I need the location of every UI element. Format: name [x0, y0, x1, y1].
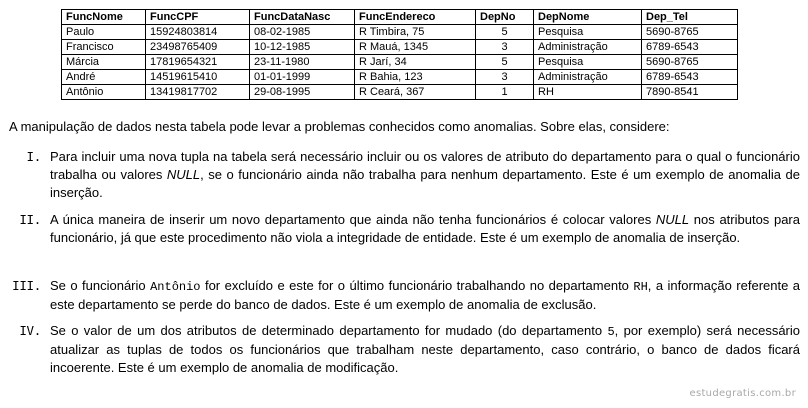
text-segment: , a informação referente a este departamento se perde do banco de dados. Este é um exemplo de anomalia de exclusão.: [50, 278, 801, 312]
table-cell: Márcia: [62, 55, 146, 70]
table-cell: Administração: [534, 70, 642, 85]
table-cell: R Bahia, 123: [355, 70, 476, 85]
employee-table-wrapper: [61, 9, 738, 100]
code-employee-name: Antônio: [150, 280, 201, 294]
table-cell: 29-08-1995: [250, 85, 355, 100]
table-cell: R Jarí, 34: [355, 55, 476, 70]
table-cell: 10-12-1985: [250, 40, 355, 55]
table-cell: 13419817702: [146, 85, 250, 100]
text-segment: , se o funcionário ainda não trabalha para nenhum departamento. Este é um exemplo de anomalia de inserção.: [50, 167, 800, 200]
table-row: [62, 40, 738, 55]
table-header-row: [62, 10, 738, 25]
null-keyword: NULL: [655, 212, 690, 227]
code-department-name: RH: [633, 280, 648, 294]
table-cell: 3: [476, 70, 534, 85]
watermark: estudegratis.com.br: [689, 388, 796, 399]
statement-number: II.: [19, 212, 41, 227]
statement-number: IV.: [19, 323, 41, 338]
employee-department-table: [61, 9, 738, 100]
table-row: [62, 70, 738, 85]
statement-number: I.: [26, 149, 41, 164]
table-cell: 1: [476, 85, 534, 100]
text-segment: Para incluir uma nova tupla na tabela será necessário incluir ou os valores de atributo do departamento para o qual o funcionário trabalha ou valores: [50, 149, 800, 182]
table-cell: Francisco: [62, 40, 146, 55]
table-cell: 08-02-1985: [250, 25, 355, 40]
table-cell: 23-11-1980: [250, 55, 355, 70]
text-segment: , por exemplo) será necessário atualizar as tuplas de todos os funcionários que trabalham neste departamento, caso contrário, o banco de dados ficará incoerente. Este é um exemplo de anomalia de modificação.: [50, 323, 800, 375]
table-cell: 3: [476, 40, 534, 55]
text-segment: nos atributos para funcionário, já que este procedimento não viola a integridade de entidade. Este é um exemplo de anomalia de inserção.: [50, 212, 800, 245]
table-cell: Antônio: [62, 85, 146, 100]
table-cell: 6789-6543: [642, 70, 738, 85]
table-cell: André: [62, 70, 146, 85]
text-segment: Se o funcionário: [50, 278, 151, 293]
table-row: [62, 85, 738, 100]
table-cell: R Timbira, 75: [355, 25, 476, 40]
column-header: DepNome: [534, 10, 642, 25]
statement-text: [50, 277, 800, 314]
statement-text: [50, 148, 800, 202]
table-cell: Paulo: [62, 25, 146, 40]
text-segment: Se o valor de um dos atributos de determinado departamento for mudado (do departamento: [50, 323, 608, 338]
table-cell: RH: [534, 85, 642, 100]
table-cell: 15924803814: [146, 25, 250, 40]
column-header: Dep_Tel: [642, 10, 738, 25]
column-header: FuncEndereco: [355, 10, 476, 25]
table-row: [62, 55, 738, 70]
table-cell: 5690-8765: [642, 55, 738, 70]
text-segment: for excluído e este for o último funcionário trabalhando no departamento: [200, 278, 634, 293]
table-cell: 17819654321: [146, 55, 250, 70]
table-row: [62, 25, 738, 40]
table-cell: 01-01-1999: [250, 70, 355, 85]
statement-text: [50, 211, 800, 247]
table-cell: 14519615410: [146, 70, 250, 85]
table-cell: Administração: [534, 40, 642, 55]
column-header: FuncCPF: [146, 10, 250, 25]
table-cell: R Ceará, 367: [355, 85, 476, 100]
statement-text: [50, 322, 800, 377]
table-cell: Pesquisa: [534, 55, 642, 70]
table-cell: 7890-8541: [642, 85, 738, 100]
code-department-number: 5: [607, 325, 615, 339]
table-cell: 5: [476, 25, 534, 40]
column-header: FuncDataNasc: [250, 10, 355, 25]
statement-number: III.: [12, 278, 41, 293]
intro-paragraph: A manipulação de dados nesta tabela pode levar a problemas conhecidos como anomalias. Sobre elas, considere:: [9, 119, 670, 134]
table-cell: 23498765409: [146, 40, 250, 55]
table-cell: 5690-8765: [642, 25, 738, 40]
null-keyword: NULL: [166, 167, 201, 182]
table-cell: 6789-6543: [642, 40, 738, 55]
column-header: DepNo: [476, 10, 534, 25]
table-cell: Pesquisa: [534, 25, 642, 40]
table-cell: 5: [476, 55, 534, 70]
text-segment: A única maneira de inserir um novo departamento que ainda não tenha funcionários é colocar valores: [50, 212, 656, 227]
column-header: FuncNome: [62, 10, 146, 25]
table-cell: R Mauá, 1345: [355, 40, 476, 55]
